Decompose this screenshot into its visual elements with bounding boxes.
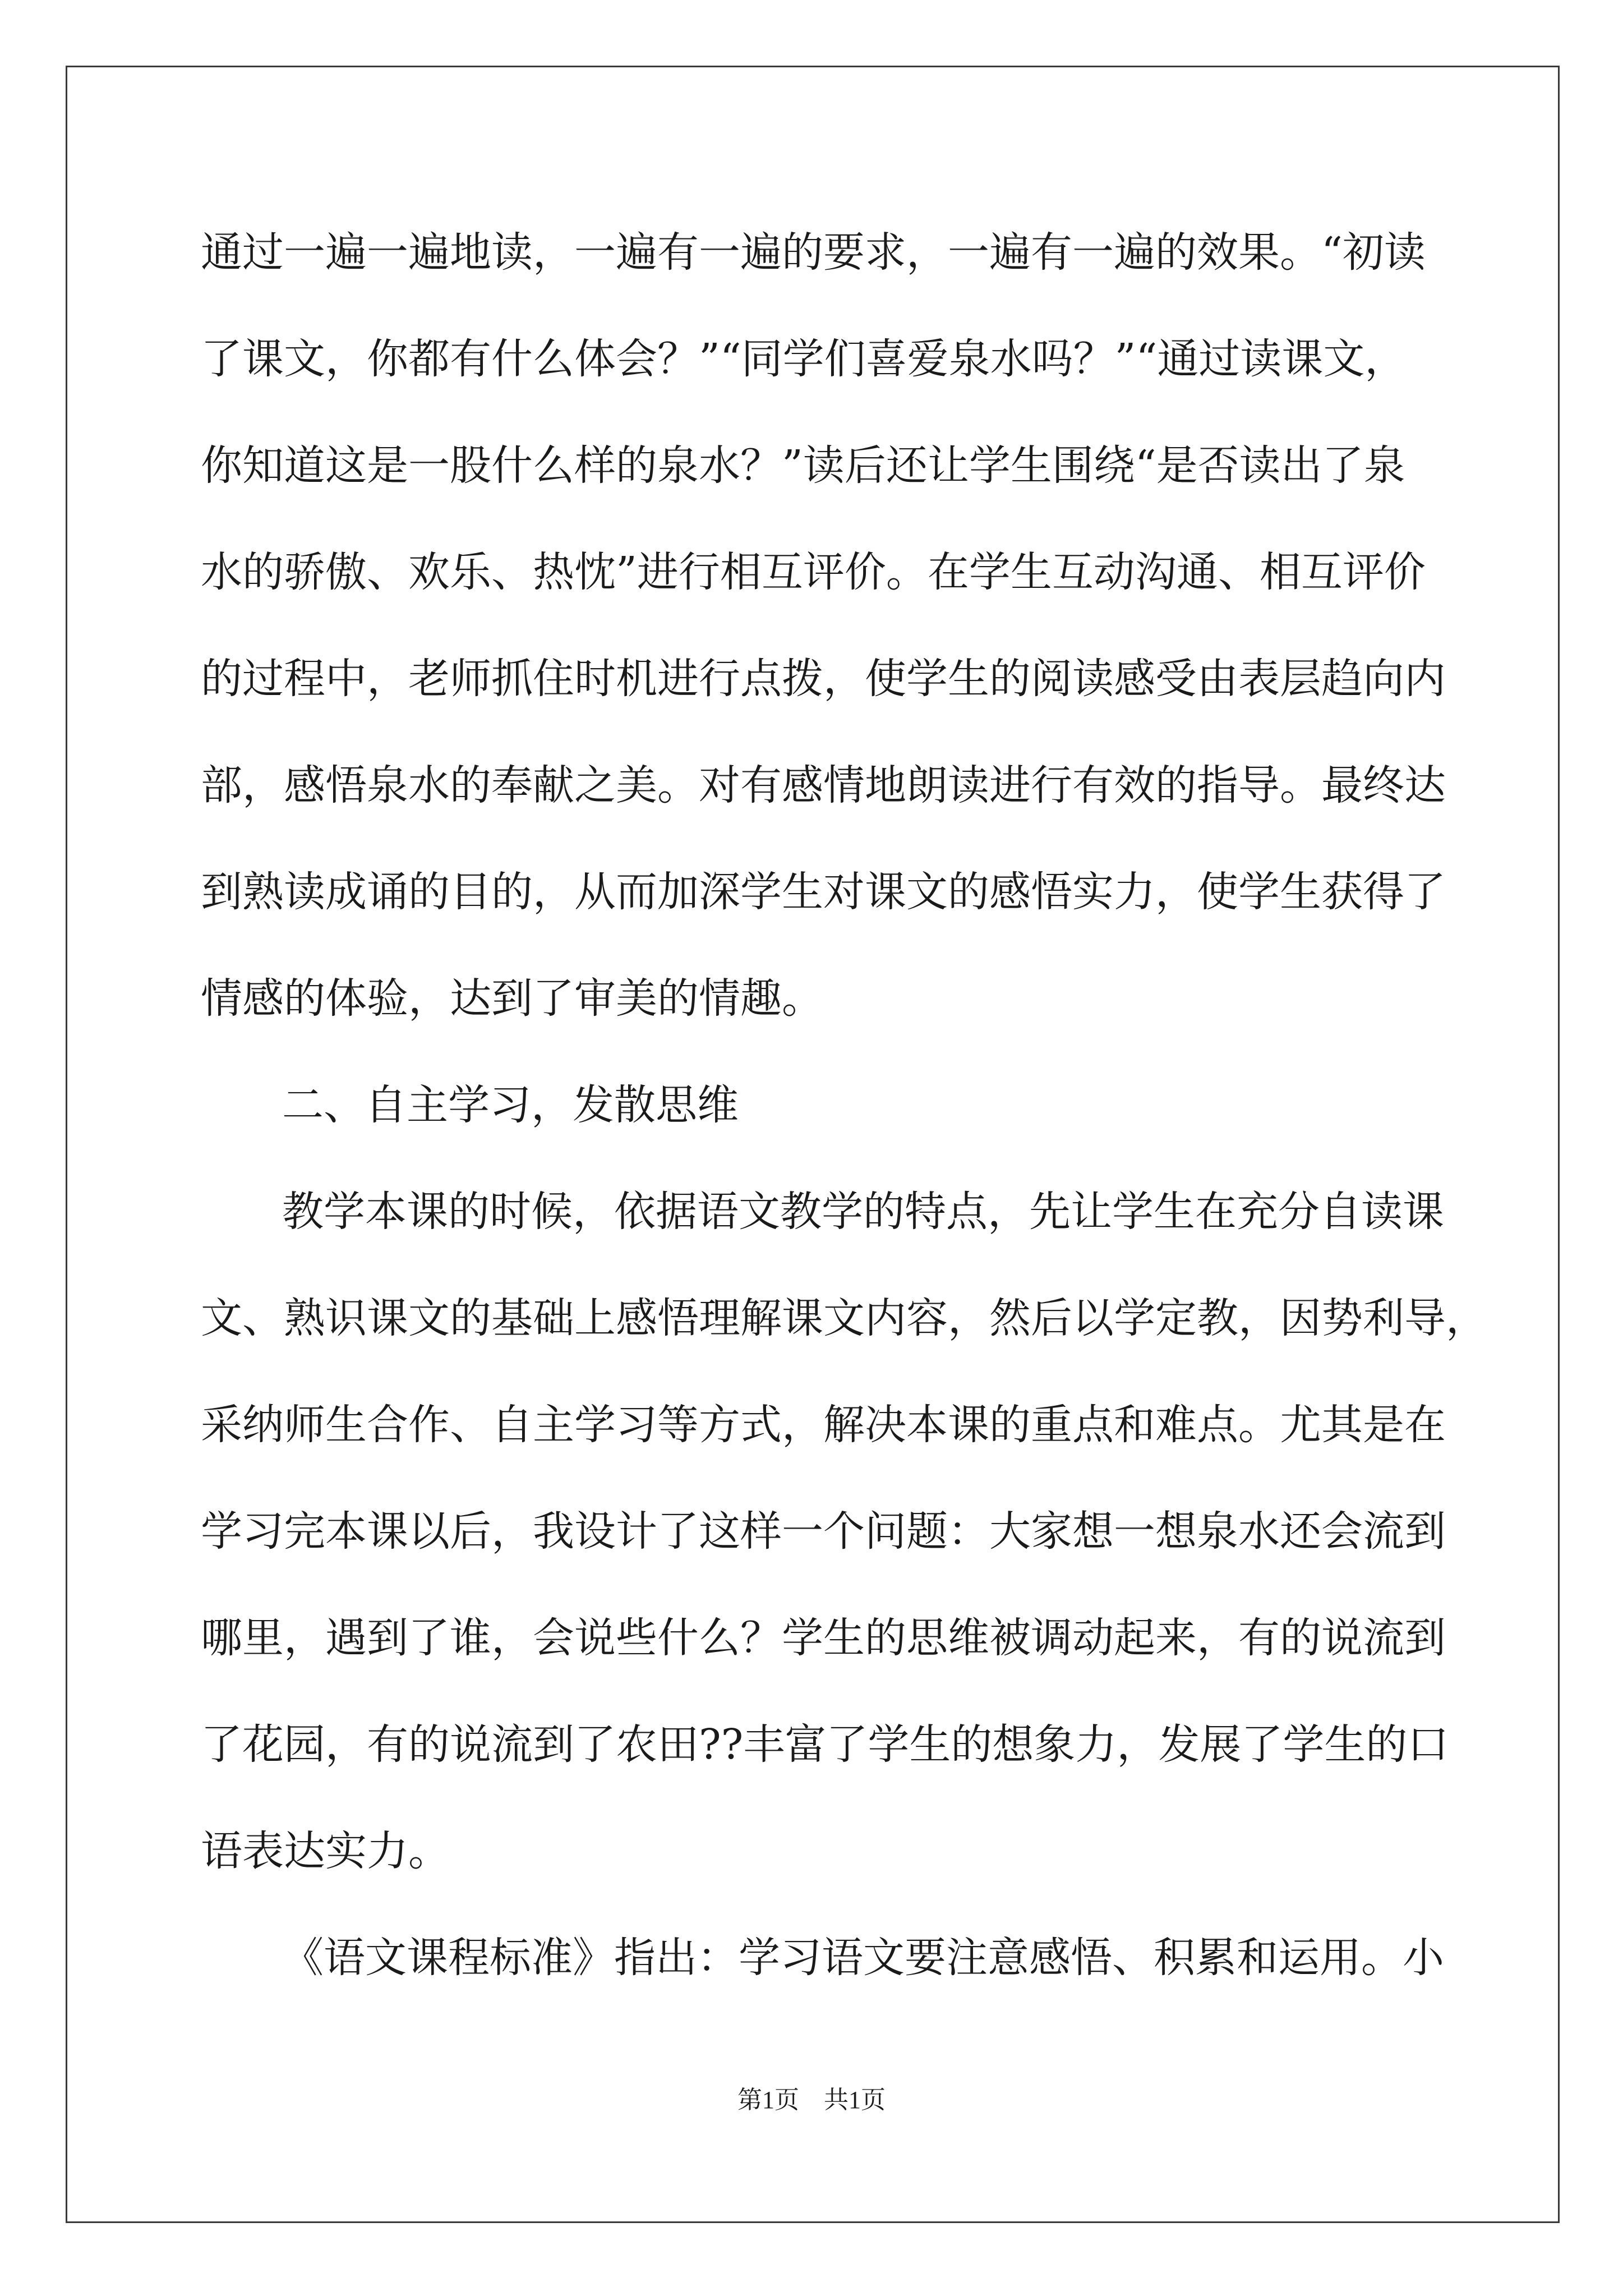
paragraph-line: 部，感悟泉水的奉献之美。对有感情地朗读进行有效的指导。最终达 [201, 761, 1446, 809]
paragraph-line: 到熟读成诵的目的，从而加深学生对课文的感悟实力，使学生获得了 [201, 868, 1446, 916]
page-number-footer: 第1页 共1页 [737, 2086, 886, 2114]
paragraph-line: 教学本课的时候，依据语文教学的特点，先让学生在充分自读课 [282, 1188, 1444, 1236]
section-heading: 二、自主学习，发散思维 [282, 1081, 739, 1129]
paragraph-line: 语表达实力。 [201, 1827, 450, 1875]
paragraph-line: 了花园，有的说流到了农田??丰富了学生的想象力，发展了学生的口 [201, 1720, 1449, 1769]
paragraph-line: 了课文，你都有什么体会？”“同学们喜爱泉水吗？”“通过读课文， [201, 335, 1407, 383]
paragraph-line: 《语文课程标准》指出：学习语文要注意感悟、积累和运用。小 [282, 1934, 1444, 1982]
paragraph-line: 文、熟识课文的基础上感悟理解课文内容，然后以学定教，因势利导， [201, 1294, 1487, 1342]
paragraph-line: 情感的体验，达到了审美的情趣。 [201, 974, 823, 1023]
paragraph-line: 通过一遍一遍地读，一遍有一遍的要求，一遍有一遍的效果。“初读 [201, 228, 1426, 277]
paragraph-line: 你知道这是一股什么样的泉水？”读后还让学生围绕“是否读出了泉 [201, 441, 1405, 490]
paragraph-line: 水的骄傲、欢乐、热忱”进行相互评价。在学生互动沟通、相互评价 [201, 548, 1426, 596]
paragraph-line: 学习完本课以后，我设计了这样一个问题：大家想一想泉水还会流到 [201, 1507, 1446, 1556]
paragraph-line: 的过程中，老师抓住时机进行点拨，使学生的阅读感受由表层趋向内 [201, 655, 1446, 703]
paragraph-line: 哪里，遇到了谁，会说些什么？学生的思维被调动起来，有的说流到 [201, 1614, 1446, 1662]
page-border [66, 66, 1560, 2223]
paragraph-line: 采纳师生合作、自主学习等方式，解决本课的重点和难点。尤其是在 [201, 1401, 1446, 1449]
